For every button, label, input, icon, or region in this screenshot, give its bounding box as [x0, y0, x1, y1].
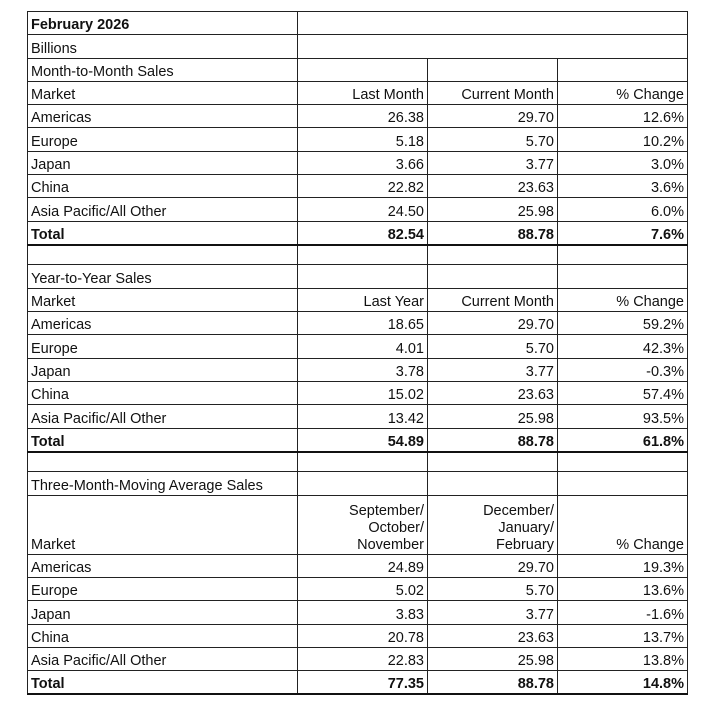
market-name: Asia Pacific/All Other	[28, 405, 298, 428]
value-cell: 5.70	[428, 128, 558, 151]
header-line: January/	[498, 519, 554, 536]
market-name: China	[28, 624, 298, 647]
empty-cell	[298, 452, 428, 472]
value-cell: 93.5%	[558, 405, 688, 428]
value-cell: 42.3%	[558, 335, 688, 358]
market-name: Europe	[28, 335, 298, 358]
market-name: Europe	[28, 577, 298, 600]
report-title: February 2026	[28, 12, 298, 35]
total-value: 61.8%	[558, 428, 688, 452]
empty-cell	[28, 245, 298, 265]
table-row	[28, 312, 688, 335]
table-row	[28, 624, 688, 647]
value-cell: 22.82	[298, 175, 428, 198]
section-title: Month-to-Month Sales	[28, 58, 298, 81]
empty-cell	[298, 472, 428, 495]
value-cell: 6.0%	[558, 198, 688, 221]
empty-cell	[298, 245, 428, 265]
value-cell: 3.6%	[558, 175, 688, 198]
total-value: 88.78	[428, 221, 558, 245]
spacer-row	[28, 245, 688, 265]
market-name: Europe	[28, 128, 298, 151]
empty-cell	[28, 452, 298, 472]
empty-cell	[298, 35, 688, 58]
total-label: Total	[28, 428, 298, 452]
total-value: 7.6%	[558, 221, 688, 245]
value-cell: 29.70	[428, 105, 558, 128]
header-line: February	[495, 536, 554, 553]
value-cell: 29.70	[428, 312, 558, 335]
value-cell: 25.98	[428, 198, 558, 221]
total-value: 77.35	[298, 671, 428, 695]
value-cell: 3.77	[428, 601, 558, 624]
value-cell: 29.70	[428, 554, 558, 577]
value-cell: 18.65	[298, 312, 428, 335]
value-cell: 5.02	[298, 577, 428, 600]
total-value: 14.8%	[558, 671, 688, 695]
value-cell: -0.3%	[558, 358, 688, 381]
table-row	[28, 151, 688, 174]
value-cell: 13.7%	[558, 624, 688, 647]
empty-cell	[428, 472, 558, 495]
empty-cell	[428, 452, 558, 472]
market-name: Japan	[28, 358, 298, 381]
market-name: Asia Pacific/All Other	[28, 647, 298, 670]
table-row	[28, 601, 688, 624]
value-cell: 19.3%	[558, 554, 688, 577]
value-cell: 10.2%	[558, 128, 688, 151]
table-row	[28, 647, 688, 670]
column-header: % Change	[558, 495, 688, 554]
value-cell: 13.6%	[558, 577, 688, 600]
table-row	[28, 128, 688, 151]
value-cell: 26.38	[298, 105, 428, 128]
total-value: 82.54	[298, 221, 428, 245]
empty-cell	[558, 265, 688, 288]
empty-cell	[558, 452, 688, 472]
total-value: 88.78	[428, 671, 558, 695]
value-cell: 15.02	[298, 381, 428, 404]
section-title: Three-Month-Moving Average Sales	[28, 472, 298, 495]
column-header: Market	[28, 495, 298, 554]
value-cell: 20.78	[298, 624, 428, 647]
value-cell: 3.66	[298, 151, 428, 174]
market-name: China	[28, 175, 298, 198]
sales-table	[27, 11, 688, 695]
empty-cell	[428, 245, 558, 265]
value-cell: 23.63	[428, 624, 558, 647]
empty-cell	[428, 58, 558, 81]
market-name: Japan	[28, 151, 298, 174]
market-name: Japan	[28, 601, 298, 624]
value-cell: 3.78	[298, 358, 428, 381]
value-cell: 5.70	[428, 577, 558, 600]
units-label: Billions	[28, 35, 298, 58]
column-header-row	[28, 495, 688, 554]
empty-cell	[298, 12, 688, 35]
column-header: Market	[28, 81, 298, 104]
table-row	[28, 405, 688, 428]
column-header-row	[28, 81, 688, 104]
value-cell: 3.0%	[558, 151, 688, 174]
header-line: September/	[349, 502, 424, 519]
table-row	[28, 358, 688, 381]
value-cell: 5.70	[428, 335, 558, 358]
column-header	[428, 495, 558, 554]
section-title-row	[28, 265, 688, 288]
value-cell: 24.89	[298, 554, 428, 577]
total-label: Total	[28, 671, 298, 695]
empty-cell	[428, 265, 558, 288]
column-header: % Change	[558, 81, 688, 104]
section-title: Year-to-Year Sales	[28, 265, 298, 288]
table-row	[28, 381, 688, 404]
table-row	[28, 577, 688, 600]
total-row	[28, 671, 688, 695]
column-header-row	[28, 288, 688, 311]
value-cell: 3.77	[428, 358, 558, 381]
empty-cell	[298, 265, 428, 288]
header-line: December/	[483, 502, 554, 519]
value-cell: 23.63	[428, 381, 558, 404]
column-header: Last Year	[298, 288, 428, 311]
section-title-row	[28, 58, 688, 81]
total-row	[28, 221, 688, 245]
value-cell: 4.01	[298, 335, 428, 358]
market-name: Asia Pacific/All Other	[28, 198, 298, 221]
table-row	[28, 554, 688, 577]
empty-cell	[558, 245, 688, 265]
table-row	[28, 198, 688, 221]
empty-cell	[558, 58, 688, 81]
units-row	[28, 35, 688, 58]
column-header: Current Month	[428, 288, 558, 311]
report-title-row	[28, 12, 688, 35]
value-cell: 3.77	[428, 151, 558, 174]
empty-cell	[298, 58, 428, 81]
value-cell: -1.6%	[558, 601, 688, 624]
market-name: Americas	[28, 312, 298, 335]
market-name: Americas	[28, 554, 298, 577]
spacer-row	[28, 452, 688, 472]
value-cell: 57.4%	[558, 381, 688, 404]
total-row	[28, 428, 688, 452]
total-label: Total	[28, 221, 298, 245]
column-header	[298, 495, 428, 554]
section-title-row	[28, 472, 688, 495]
column-header: % Change	[558, 288, 688, 311]
value-cell: 59.2%	[558, 312, 688, 335]
table-row	[28, 175, 688, 198]
column-header: Last Month	[298, 81, 428, 104]
value-cell: 22.83	[298, 647, 428, 670]
market-name: Americas	[28, 105, 298, 128]
table-row	[28, 105, 688, 128]
table-row	[28, 335, 688, 358]
market-name: China	[28, 381, 298, 404]
value-cell: 25.98	[428, 647, 558, 670]
value-cell: 25.98	[428, 405, 558, 428]
value-cell: 5.18	[298, 128, 428, 151]
empty-cell	[558, 472, 688, 495]
total-value: 54.89	[298, 428, 428, 452]
column-header: Current Month	[428, 81, 558, 104]
header-line: October/	[368, 519, 424, 536]
value-cell: 24.50	[298, 198, 428, 221]
header-line: November	[357, 536, 424, 553]
value-cell: 3.83	[298, 601, 428, 624]
value-cell: 23.63	[428, 175, 558, 198]
sales-report	[27, 11, 688, 695]
total-value: 88.78	[428, 428, 558, 452]
value-cell: 13.42	[298, 405, 428, 428]
column-header: Market	[28, 288, 298, 311]
value-cell: 13.8%	[558, 647, 688, 670]
value-cell: 12.6%	[558, 105, 688, 128]
